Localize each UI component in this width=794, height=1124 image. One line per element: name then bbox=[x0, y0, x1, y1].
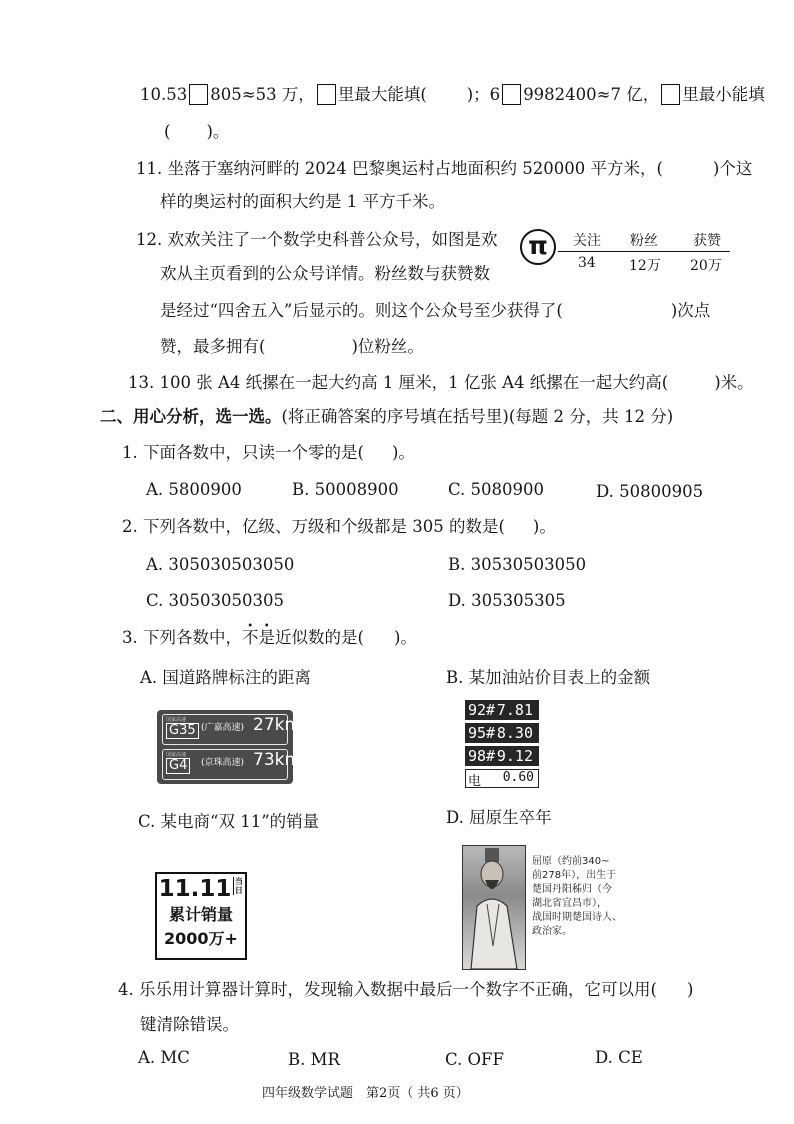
road-sign-1-name: (广嘉高速) bbox=[201, 723, 245, 733]
wechat-follow-label: 关注 bbox=[573, 233, 601, 249]
c2-option-d[interactable]: D. 305305305 bbox=[448, 591, 566, 610]
q10-line1: 10.53 805≈53 万， 里最大能填( )；6 9982400≈7 亿， 里最小能填 bbox=[140, 85, 765, 104]
sales-tag: 当日 bbox=[234, 877, 243, 895]
price-row-electric: 电 0.60 bbox=[465, 769, 539, 788]
page-footer: 四年级数学试题 第2页（ 共6 页） bbox=[262, 1086, 469, 1101]
c4-option-b[interactable]: B. MR bbox=[288, 1050, 340, 1069]
sales-date: 11.11 bbox=[158, 876, 232, 902]
wechat-follow-value: 34 bbox=[578, 255, 596, 271]
qu-yuan-bio: 屈原（约前340~ 前278年），出生于 楚国丹阳秭归（今 湖北省宜昌市）， 战国时期楚国诗人、 政治家。 bbox=[532, 856, 622, 937]
c4-option-d[interactable]: D. CE bbox=[595, 1048, 643, 1067]
wechat-likes-label: 获赞 bbox=[693, 233, 721, 249]
pi-logo-icon: π bbox=[520, 229, 556, 265]
c1-option-b[interactable]: B. 50008900 bbox=[292, 480, 399, 499]
road-sign-2-code: G4 bbox=[166, 758, 190, 774]
sales-label: 累计销量 bbox=[168, 905, 233, 924]
q13-line: 13. 100 张 A4 纸摞在一起大约高 1 厘米，1 亿张 A4 纸摞在一起大约高( )米。 bbox=[128, 373, 754, 392]
price-row-92: 92# 7.81 bbox=[465, 700, 539, 720]
q10-box-4[interactable] bbox=[661, 84, 680, 105]
q10-line2: ( )。 bbox=[164, 122, 230, 141]
c4-option-a[interactable]: A. MC bbox=[138, 1048, 190, 1067]
q12-line1: 12. 欢欢关注了一个数学史科普公众号，如图是欢 bbox=[136, 230, 498, 249]
q12-line3: 是经过“四舍五入”后显示的。则这个公众号至少获得了( )次点 bbox=[160, 301, 711, 320]
c2-stem: 2. 下列各数中，亿级、万级和个级都是 305 的数是( )。 bbox=[122, 517, 556, 536]
qu-yuan-portrait bbox=[462, 845, 526, 970]
c3-option-c[interactable]: C. 某电商“双 11”的销量 bbox=[138, 812, 320, 831]
c1-stem: 1. 下面各数中，只读一个零的是( )。 bbox=[122, 443, 415, 462]
c1-option-d[interactable]: D. 50800905 bbox=[596, 482, 704, 501]
q10-number: 10. bbox=[140, 85, 167, 104]
q11-line1: 11. 坐落于塞纳河畔的 2024 巴黎奥运村占地面积约 520000 平方米，( )个这 bbox=[136, 159, 753, 178]
c4-line2: 键清除错误。 bbox=[140, 1015, 239, 1034]
wechat-likes-value: 20万 bbox=[690, 258, 722, 274]
sales-figure bbox=[155, 872, 247, 960]
emphasis-is: 是 bbox=[258, 628, 275, 647]
price-row-98: 98# 9.12 bbox=[465, 746, 539, 766]
c3-option-a[interactable]: A. 国道路牌标注的距离 bbox=[140, 668, 311, 687]
q10-box-3[interactable] bbox=[502, 84, 521, 105]
wechat-fans-value: 12万 bbox=[629, 258, 661, 274]
wechat-fans-label: 粉丝 bbox=[630, 233, 658, 249]
q11-line2: 样的奥运村的面积大约是 1 平方千米。 bbox=[160, 192, 445, 211]
c3-stem: 3. 下列各数中，不是近似数的是( )。 bbox=[122, 628, 417, 647]
road-sign-1-distance: 27km bbox=[253, 715, 302, 735]
sales-value: 2000万+ bbox=[164, 929, 238, 948]
q12-line2: 欢从主页看到的公众号详情。粉丝数与获赞数 bbox=[160, 264, 490, 283]
road-sign-2-name: (京珠高速) bbox=[201, 758, 245, 768]
c1-option-a[interactable]: A. 5800900 bbox=[146, 480, 242, 499]
emphasis-not: 不 bbox=[242, 628, 259, 647]
c1-option-c[interactable]: C. 5080900 bbox=[448, 480, 545, 499]
q10-box-1[interactable] bbox=[189, 84, 208, 105]
q10-box-2[interactable] bbox=[317, 84, 336, 105]
c2-option-a[interactable]: A. 305030503050 bbox=[146, 555, 295, 574]
road-sign-2: 国家高速 G4 (京珠高速) 73km bbox=[162, 749, 288, 780]
c2-option-b[interactable]: B. 30530503050 bbox=[448, 555, 587, 574]
c3-option-d[interactable]: D. 屈原生卒年 bbox=[446, 808, 552, 827]
c4-option-c[interactable]: C. OFF bbox=[445, 1050, 504, 1069]
c4-stem: 4. 乐乐用计算器计算时，发现输入数据中最后一个数字不正确，它可以用( ) bbox=[118, 980, 694, 999]
price-row-95: 95# 8.30 bbox=[465, 723, 539, 743]
c2-option-c[interactable]: C. 30503050305 bbox=[146, 591, 285, 610]
road-sign-1-code: G35 bbox=[166, 723, 199, 739]
section2-heading: 二、用心分析，选一选。(将正确答案的序号填在括号里)(每题 2 分，共 12 分) bbox=[100, 407, 674, 426]
portrait-drawing bbox=[463, 846, 525, 969]
road-sign-figure bbox=[157, 710, 302, 784]
wechat-divider bbox=[558, 251, 730, 252]
road-sign-1: 国家高速 G35 (广嘉高速) 27km bbox=[162, 714, 288, 745]
c3-option-b[interactable]: B. 某加油站价目表上的金额 bbox=[446, 668, 651, 687]
road-sign-2-distance: 73km bbox=[253, 750, 302, 770]
q12-line4: 赞，最多拥有( )位粉丝。 bbox=[160, 337, 424, 356]
